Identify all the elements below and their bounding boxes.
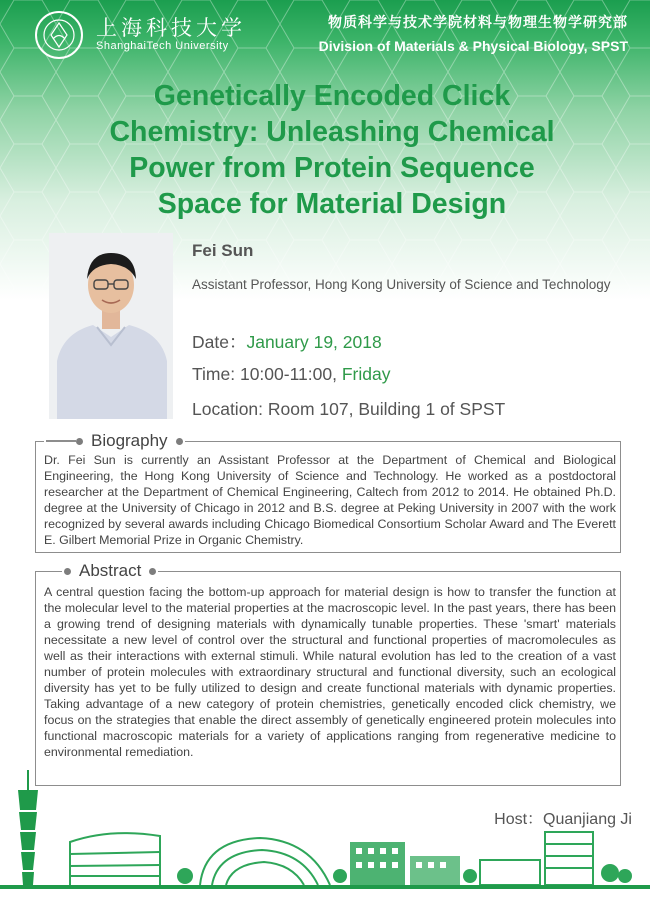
speaker-photo [49, 233, 173, 419]
talk-title [40, 78, 624, 222]
date-line [192, 329, 382, 354]
date-value: January 19, 2018 [246, 332, 382, 352]
title-line: Space for Material Design [157, 188, 507, 220]
header [0, 0, 650, 68]
speaker-affiliation: Assistant Professor, Hong Kong University of Science and Technology [192, 277, 611, 292]
bullet-dot-icon [176, 438, 183, 445]
division-name-en: Division of Materials & Physical Biology, SPST [318, 38, 628, 54]
university-name-cn: 上海科技大学 [96, 16, 246, 40]
biography-title: Biography [91, 431, 168, 450]
host-line: Host：Quanjiang Ji [494, 811, 632, 828]
speaker-name: Fei Sun [192, 241, 254, 260]
biography-heading [44, 431, 185, 451]
abstract-box [35, 561, 621, 786]
date-label: Date： [192, 332, 247, 352]
division-name-cn: 物质科学与技术学院材料与物理生物学研究部 [328, 14, 628, 30]
title-line: Genetically Encoded Click [153, 80, 511, 112]
time-day: Friday [341, 364, 391, 384]
speaker-portrait-icon [49, 233, 173, 419]
time-line [192, 364, 390, 385]
biography-text: Dr. Fei Sun is currently an Assistant Professor at the Department of Chemical and Biological Engineering, the Hong Kong University of Science and Technology. He worked as a postdoctoral researcher at the Department of Chemical Engineering, Caltech from 2012 to 2014. He obtained Ph.D. degree at the University of Chicago in 2012 and B.S. degree at Peking University in 2007 with the work recognized by several awards including Chicago Biomedical Consortium Scholar Award and The Everett E. Gilbert Memorial Prize in Organic Chemistry. [44, 453, 616, 547]
abstract-heading [62, 561, 158, 581]
university-name-en: ShanghaiTech University [96, 40, 229, 52]
title-line: Power from Protein Sequence [129, 152, 535, 184]
time-label: Time: 10:00-11:00, [192, 364, 337, 384]
abstract-title: Abstract [79, 561, 142, 580]
biography-box [35, 431, 621, 553]
university-seal-icon [34, 10, 84, 60]
heading-rule [46, 440, 76, 442]
location-line: Location: Room 107, Building 1 of SPST [192, 399, 506, 419]
bullet-dot-icon [149, 568, 156, 575]
abstract-text: A central question facing the bottom-up approach for material design is how to transfer the function at the molecular level to the material properties at the macroscopic level. In the past years, there has been a growing trend of designing materials with dynamically tunable properties. These 'smart' materials necessitate a new level of control over the structural and functional properties of macromolecules as well as their interactions with external stimuli. While natural evolution has led to the creation of a vast number of protein molecules with extraordinary structural and functional diversity, such an ecological diversity has yet to be fully utilized to design and create functional materials with dynamic properties. Taking advantage of a new category of protein chemistries, genetically encoded click chemistry, we focus on the strategies that enable the direct assembly of genetically engineered protein molecules into functional macroscopic materials for a variety of applications ranging from regenerative medicine to environmental remediation. [44, 585, 616, 759]
bullet-dot-icon [76, 438, 83, 445]
title-line: Chemistry: Unleashing Chemical [109, 116, 555, 148]
bullet-dot-icon [64, 568, 71, 575]
campus-skyline-illustration [0, 770, 650, 921]
